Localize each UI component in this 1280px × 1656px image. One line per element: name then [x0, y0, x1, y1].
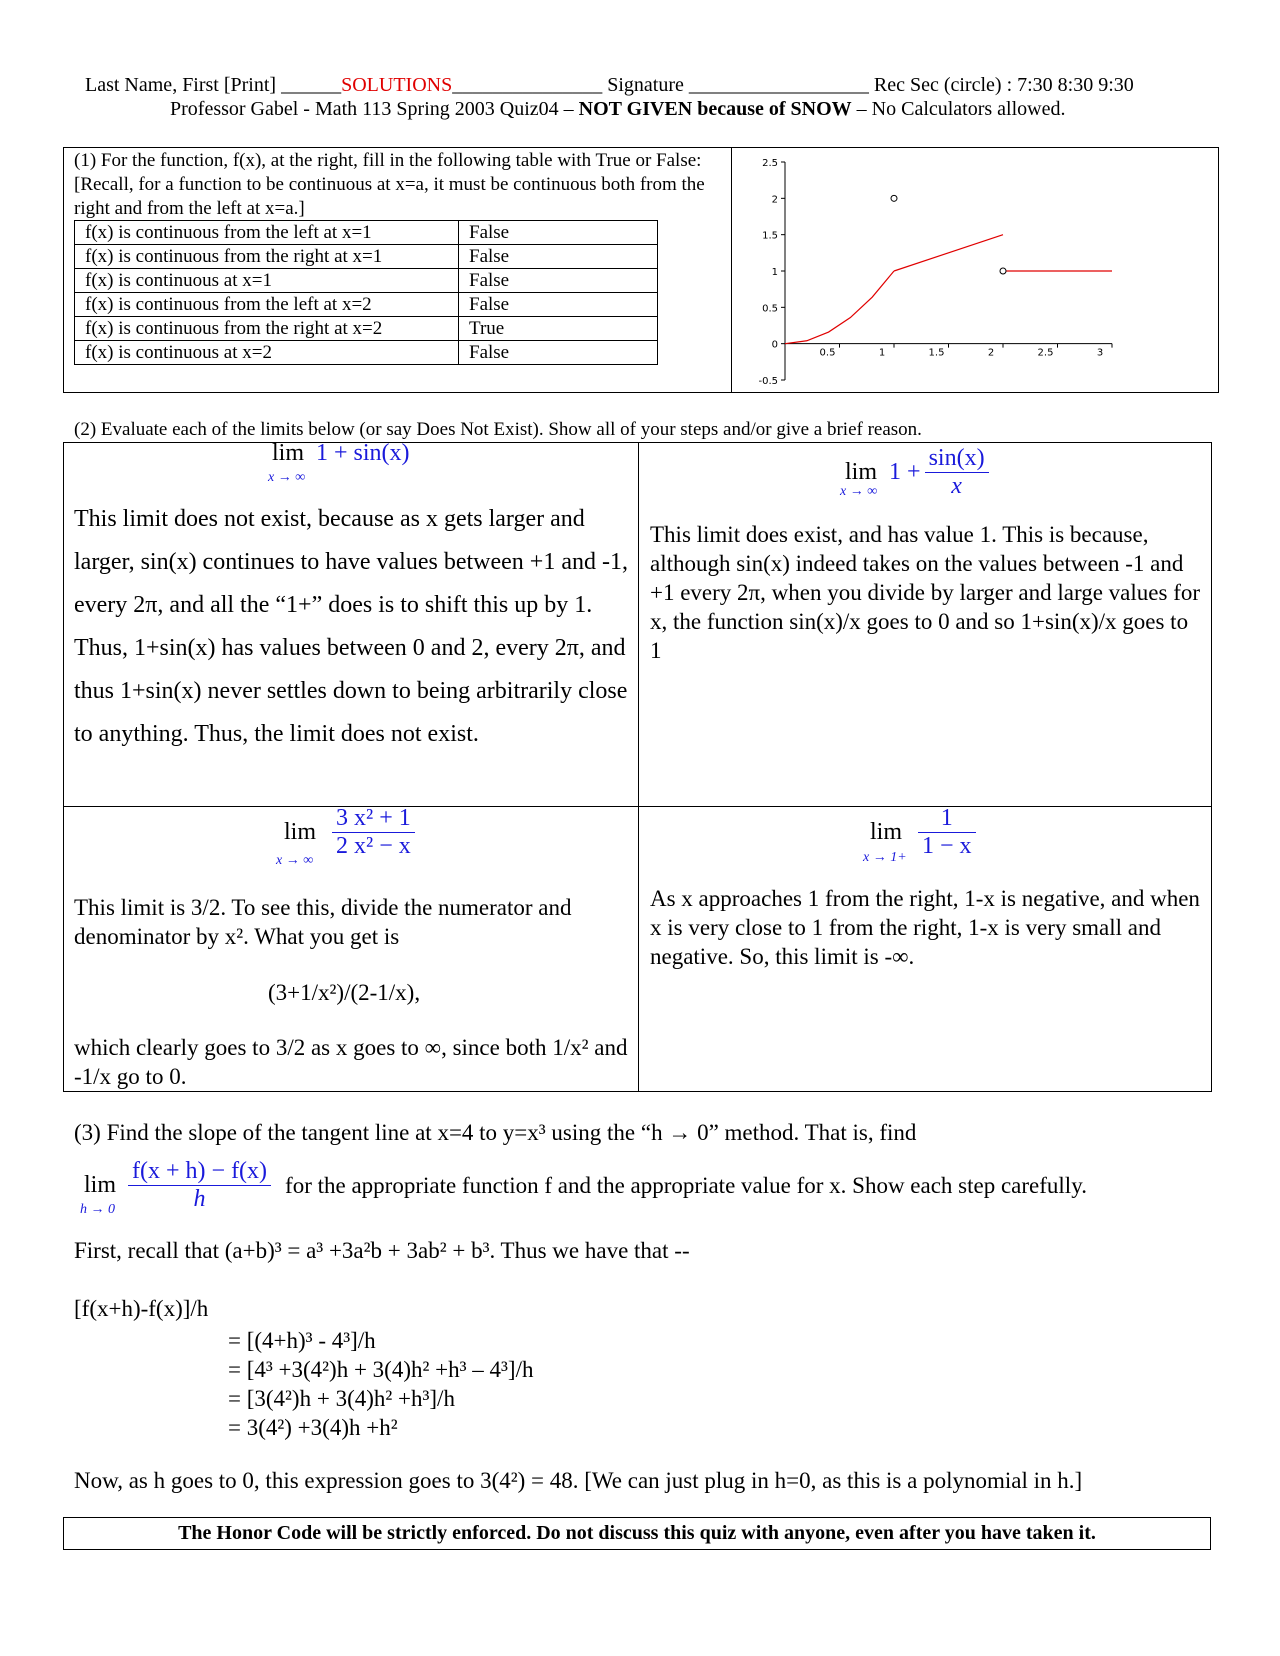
derivative-limit-subscript: h → 0: [80, 1202, 115, 1217]
y-tick-label: 0: [771, 339, 778, 351]
problem-3-prompt: (3) Find the slope of the tangent line at x=4 to y=x³ using the “h → 0” method. That is, find: [74, 1120, 917, 1145]
limit-b-subscript: x → ∞: [840, 484, 878, 499]
lim-label: lim: [84, 1172, 117, 1198]
table-row: [75, 317, 658, 341]
difference-quotient-start: [f(x+h)-f(x)]/h: [74, 1296, 209, 1321]
limit-b-fraction: [925, 445, 989, 500]
grid-vertical-divider: [638, 442, 639, 1092]
limit-c-answer-part1: This limit is 3/2. To see this, divide the numerator and denominator by x². What you get is: [74, 895, 572, 949]
fraction-denominator: 2 x² − x: [336, 833, 411, 859]
lim-label: lim: [845, 459, 878, 485]
limit-a-subscript: x → ∞: [268, 470, 306, 485]
fraction-numerator: 1: [918, 805, 976, 833]
answer-cell: False: [459, 293, 658, 317]
problem-1-prompt: (1) For the function, f(x), at the right, fill in the following table with True or False: [Recall, for a function to be continuous at x=a, it must be continuous both from the right and from the left at x=a.]: [74, 150, 705, 219]
limit-c-subscript: x → ∞: [276, 853, 314, 868]
x-tick-label: 1.5: [928, 347, 945, 359]
problem-3-prompt-cont: for the appropriate function f and the appropriate value for x. Show each step carefully.: [285, 1172, 1087, 1198]
answer-cell: False: [459, 269, 658, 293]
continuity-table: [74, 220, 658, 365]
statement-cell: f(x) is continuous at x=1: [75, 269, 459, 293]
y-tick-label: -0.5: [758, 376, 778, 387]
grid-horizontal-divider: [63, 806, 1212, 807]
table-row: [75, 269, 658, 293]
limit-b-prefix: 1 +: [889, 459, 921, 485]
honor-code-text: The Honor Code will be strictly enforced. Do not discuss this quiz with anyone, even after you have taken it.: [178, 1522, 1096, 1544]
derivative-limit-expression: [84, 1158, 1087, 1213]
course-info: Professor Gabel - Math 113 Spring 2003 Quiz04 –: [170, 98, 579, 120]
statement-cell: f(x) is continuous from the right at x=2: [75, 317, 459, 341]
honor-code-box: [63, 1517, 1211, 1550]
header-line-1: [85, 74, 1134, 97]
statement-cell: f(x) is continuous from the left at x=1: [75, 221, 459, 245]
x-tick-label: 2: [987, 347, 995, 359]
signature-and-section: _______________ Signature __________________ Rec Sec (circle) : 7:30 8:30 9:30: [452, 74, 1134, 96]
y-tick-label: 0.5: [762, 303, 778, 315]
lim-label: lim: [870, 819, 903, 845]
algebra-steps: [228, 1326, 533, 1442]
statement-cell: f(x) is continuous at x=2: [75, 341, 459, 365]
limit-c-fraction: [332, 805, 415, 860]
x-tick-label: 1: [878, 347, 886, 359]
problem-2-prompt: (2) Evaluate each of the limits below (or say Does Not Exist). Show all of your steps and/or give a brief reason.: [74, 419, 922, 440]
name-field-label: Last Name, First [Print] ______: [85, 74, 342, 96]
limit-b-answer: This limit does exist, and has value 1. This is because, although sin(x) indeed takes on the values between -1 and +1 every 2π, when you divide by larger and large values for x, the function sin(x)/x goes to 0 and so 1+sin(x)/x goes to 1: [650, 522, 1201, 663]
function-curve: [894, 235, 1003, 271]
x-tick-label: 0.5: [819, 347, 836, 359]
limit-a-answer: This limit does not exist, because as x gets larger and larger, sin(x) continues to have values between +1 and -1, every 2π, and all the “1+” does is to shift this up by 1. Thus, 1+sin(x) has values between 0 and 2, every 2π, and thus 1+sin(x) never settles down to being arbitrarily close to anything. Thus, the limit does not exist.: [74, 506, 628, 747]
answer-cell: False: [459, 341, 658, 365]
answer-cell: True: [459, 317, 658, 341]
limit-a-expression: [272, 440, 410, 467]
x-tick-label: 2.5: [1037, 347, 1054, 359]
not-given-notice: NOT GIVEN because of SNOW: [578, 98, 852, 120]
problem-1-divider: [731, 147, 732, 393]
statement-cell: f(x) is continuous from the right at x=1: [75, 245, 459, 269]
fraction-denominator: h: [193, 1186, 206, 1212]
table-row: [75, 245, 658, 269]
fraction-numerator: 3 x² + 1: [332, 805, 415, 833]
table-row: [75, 341, 658, 365]
limit-d-answer: As x approaches 1 from the right, 1-x is negative, and when x is very close to 1 from the right, 1-x is very small and negative. So, this limit is -∞.: [650, 886, 1200, 969]
x-tick-label: 3: [1096, 347, 1104, 359]
no-calculators-note: – No Calculators allowed.: [851, 98, 1066, 120]
table-row: [75, 293, 658, 317]
solutions-label: SOLUTIONS: [341, 74, 453, 96]
fraction-denominator: 1 − x: [922, 833, 972, 859]
y-tick-label: 1.5: [762, 230, 778, 242]
limit-c-answer-part3: which clearly goes to 3/2 as x goes to ∞, since both 1/x² and -1/x go to 0.: [74, 1035, 628, 1089]
function-plot: [740, 150, 1140, 390]
step-line: = [(4+h)³ - 4³]/h: [228, 1328, 376, 1353]
header-line-2: [170, 98, 1066, 121]
y-tick-label: 1: [771, 267, 778, 278]
fraction-numerator: f(x + h) − f(x): [128, 1158, 271, 1186]
conclusion: Now, as h goes to 0, this expression goes to 3(4²) = 48. [We can just plug in h=0, as this is a polynomial in h.]: [74, 1468, 1083, 1493]
answer-cell: False: [459, 221, 658, 245]
open-point: [891, 195, 897, 201]
step-line: = [4³ +3(4²)h + 3(4)h² +h³ – 4³]/h: [228, 1357, 534, 1382]
open-point: [1000, 268, 1006, 274]
table-row: [75, 221, 658, 245]
y-tick-label: 2: [771, 194, 778, 206]
statement-cell: f(x) is continuous from the left at x=2: [75, 293, 459, 317]
difference-quotient: [128, 1158, 271, 1213]
limit-d-subscript: x → 1+: [863, 850, 907, 865]
fraction-denominator: x: [951, 473, 962, 499]
answer-cell: False: [459, 245, 658, 269]
limit-c-simplified: (3+1/x²)/(2-1/x),: [268, 980, 421, 1005]
limit-c-expression: [284, 805, 415, 860]
limit-d-fraction: [918, 805, 976, 860]
lim-label: lim: [272, 440, 305, 466]
limit-a-function: 1 + sin(x): [316, 440, 410, 466]
binomial-recall: First, recall that (a+b)³ = a³ +3a²b + 3ab² + b³. Thus we have that --: [74, 1238, 690, 1263]
step-line: = [3(4²)h + 3(4)h² +h³]/h: [228, 1386, 455, 1411]
lim-label: lim: [284, 819, 317, 845]
fraction-numerator: sin(x): [925, 445, 989, 473]
function-curve: [785, 271, 894, 344]
y-tick-label: 2.5: [762, 158, 778, 169]
step-line: = 3(4²) +3(4)h +h²: [228, 1415, 398, 1440]
